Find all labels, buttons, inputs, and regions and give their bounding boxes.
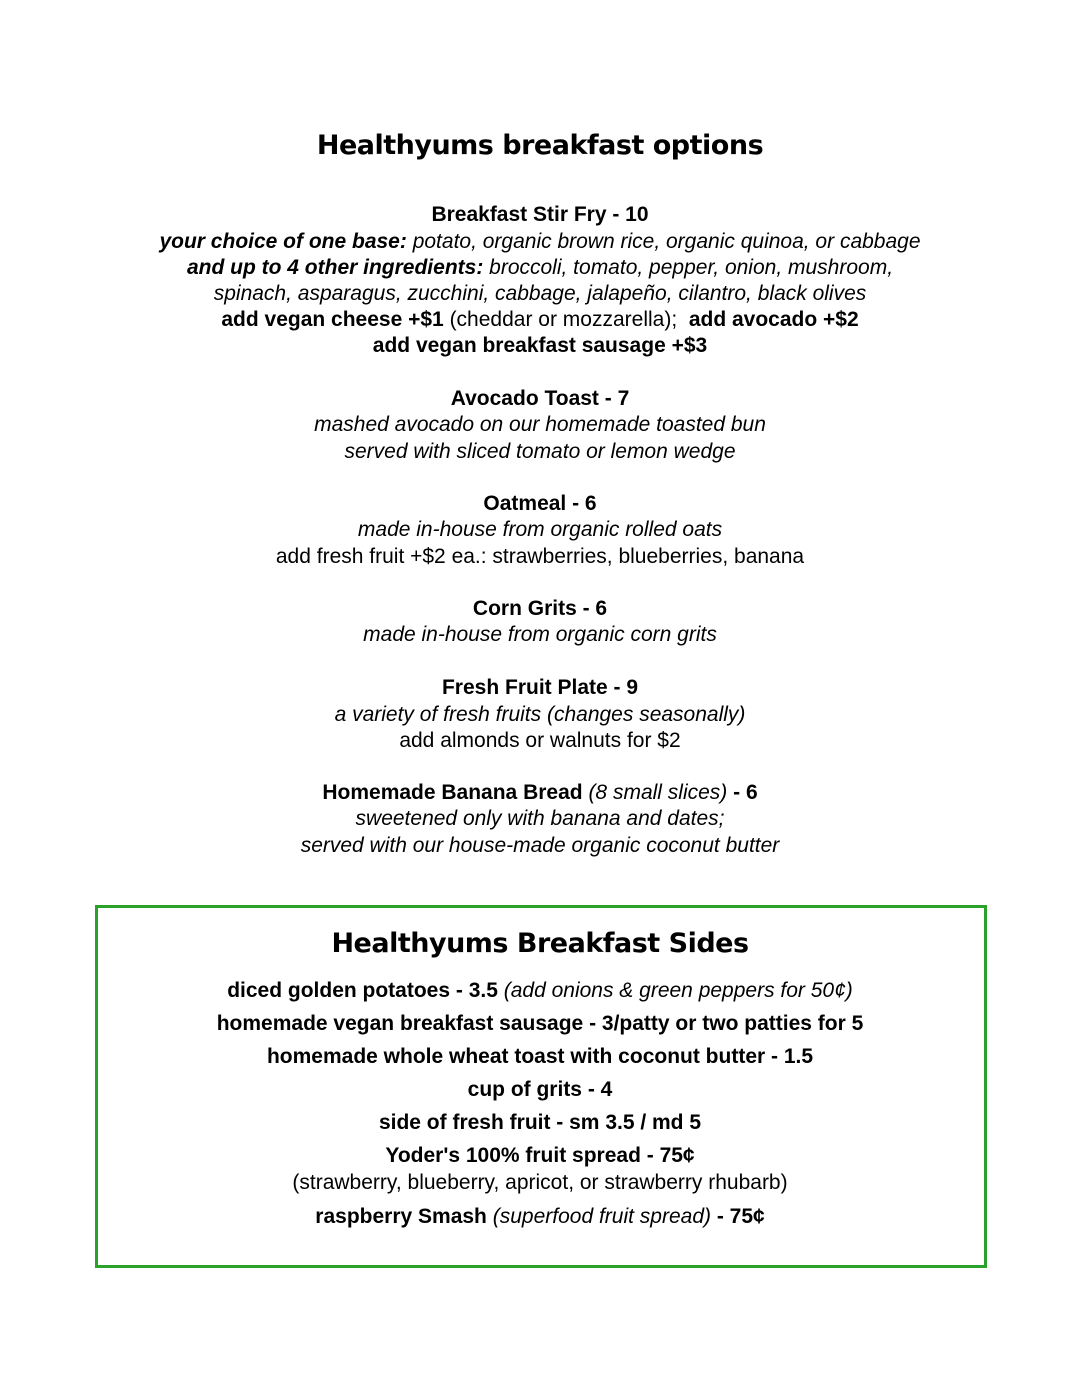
side-fruit: side of fresh fruit - sm 3.5 / md 5 xyxy=(378,1111,702,1134)
side-smash-label: raspberry Smash xyxy=(315,1205,487,1228)
side-spread: Yoder's 100% fruit spread - 75¢ xyxy=(385,1144,695,1167)
side-potatoes xyxy=(0,979,1080,1003)
oatmeal-title: Oatmeal - 6 xyxy=(483,492,597,515)
side-spread-flavors: (strawberry, blueberry, apricot, or strawberry rhubarb) xyxy=(292,1171,788,1194)
stir-fry-ingredients xyxy=(0,256,1080,280)
avocado-toast-title: Avocado Toast - 7 xyxy=(450,387,630,410)
side-smash xyxy=(0,1205,1080,1229)
fruit-plate-title: Fresh Fruit Plate - 9 xyxy=(441,676,639,699)
stir-fry-cheese-text: (cheddar or mozzarella); xyxy=(443,308,678,331)
side-potatoes-note: (add onions & green peppers for 50¢) xyxy=(497,979,853,1002)
stir-fry-addons xyxy=(0,308,1080,332)
fruit-plate-desc1: a variety of fresh fruits (changes seasonally) xyxy=(334,703,746,726)
banana-bread-note: (8 small slices) xyxy=(582,781,728,804)
banana-bread-desc2: served with our house-made organic coconut butter xyxy=(300,834,780,857)
stir-fry-ingredients-label: and up to 4 other ingredients: xyxy=(186,256,484,279)
side-smash-price: - 75¢ xyxy=(711,1205,765,1228)
stir-fry-avocado-label: add avocado +$2 xyxy=(688,308,859,331)
menu-title: Healthyums breakfast options xyxy=(316,130,764,161)
avocado-toast-desc1: mashed avocado on our homemade toasted bun xyxy=(314,413,766,436)
stir-fry-ingredients-line2: spinach, asparagus, zucchini, cabbage, jalapeño, cilantro, black olives xyxy=(213,282,867,305)
side-potatoes-label: diced golden potatoes - 3.5 xyxy=(227,979,498,1002)
stir-fry-base xyxy=(0,230,1080,254)
banana-bread-price: - 6 xyxy=(727,781,758,804)
banana-bread-desc1: sweetened only with banana and dates; xyxy=(355,807,725,830)
stir-fry-ingredients-text: broccoli, tomato, pepper, onion, mushroom, xyxy=(483,256,894,279)
stir-fry-title: Breakfast Stir Fry - 10 xyxy=(431,203,649,226)
side-sausage: homemade vegan breakfast sausage - 3/patty or two patties for 5 xyxy=(216,1012,864,1035)
side-grits: cup of grits - 4 xyxy=(467,1078,613,1101)
oatmeal-desc2: add fresh fruit +$2 ea.: strawberries, blueberries, banana xyxy=(275,545,805,568)
stir-fry-sausage: add vegan breakfast sausage +$3 xyxy=(372,334,708,357)
banana-bread-title: Homemade Banana Bread xyxy=(322,781,583,804)
stir-fry-cheese-label: add vegan cheese +$1 xyxy=(221,308,444,331)
avocado-toast-desc2: served with sliced tomato or lemon wedge xyxy=(344,440,736,463)
stir-fry-base-text: potato, organic brown rice, organic quinoa, or cabbage xyxy=(406,230,921,253)
fruit-plate-desc2: add almonds or walnuts for $2 xyxy=(399,729,681,752)
corn-grits-desc1: made in-house from organic corn grits xyxy=(363,623,717,646)
corn-grits-title: Corn Grits - 6 xyxy=(472,597,608,620)
side-smash-note: (superfood fruit spread) xyxy=(486,1205,711,1228)
sides-title: Healthyums Breakfast Sides xyxy=(331,928,749,959)
stir-fry-base-label: your choice of one base: xyxy=(159,230,407,253)
banana-bread-title-line xyxy=(0,781,1080,805)
side-toast: homemade whole wheat toast with coconut butter - 1.5 xyxy=(266,1045,814,1068)
oatmeal-desc1: made in-house from organic rolled oats xyxy=(357,518,723,541)
